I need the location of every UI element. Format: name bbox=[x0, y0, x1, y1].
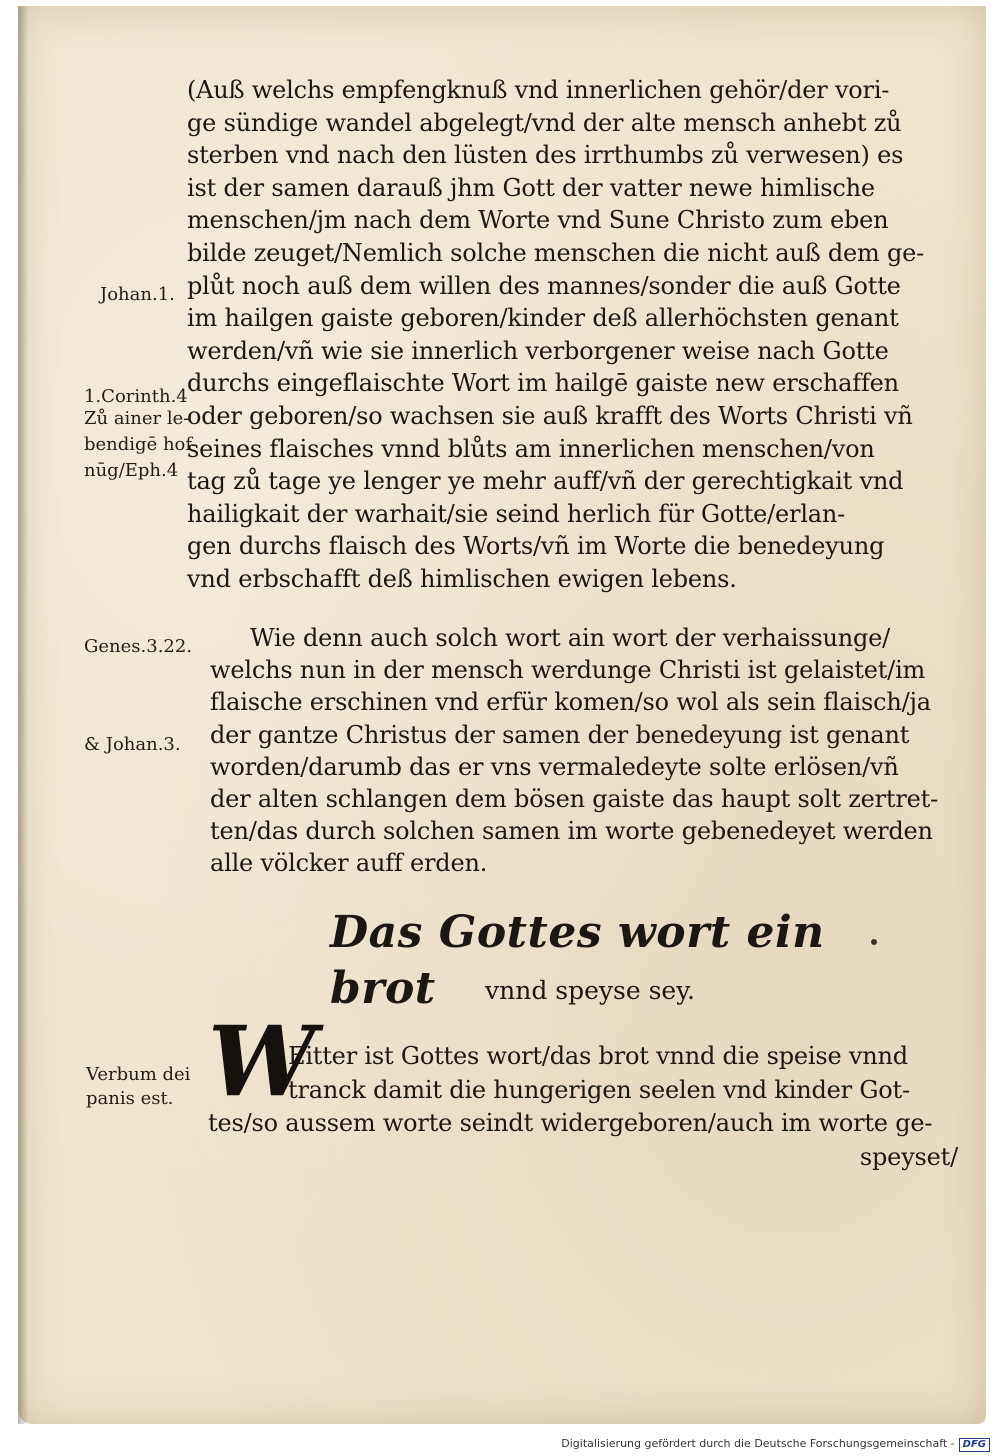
paragraph-2 bbox=[210, 622, 958, 880]
decorated-initial: W bbox=[208, 1005, 316, 1118]
text-line: welchs nun in der mensch werdunge Christi ist gelaistet/im bbox=[210, 656, 926, 685]
catchword: speyset/ bbox=[859, 1142, 958, 1171]
margin-note-verbum-2: panis est. bbox=[86, 1088, 174, 1109]
margin-note-zu-ainer-1: Zů ainer le- bbox=[84, 408, 190, 429]
text-line: ge sündige wandel abgelegt/vnd der alte mensch anhebt zů bbox=[187, 108, 902, 137]
text-line: der alten schlangen dem bösen gaiste das haupt solt zertret- bbox=[210, 784, 938, 813]
margin-note-genes: Genes.3.22. bbox=[84, 636, 193, 657]
text-line: flaische erschinen vnd erfür komen/so wol als sein flaisch/ja bbox=[210, 688, 931, 717]
text-line: alle völcker auff erden. bbox=[210, 849, 488, 878]
text-line: seines flaisches vnnd blůts am innerlichen menschen/von bbox=[187, 434, 875, 463]
text-line: (Auß welchs empfengknuß vnd innerlichen gehör/der vori- bbox=[187, 76, 890, 104]
margin-note-verbum-1: Verbum dei bbox=[86, 1064, 191, 1085]
text-line: ten/das durch solchen samen im worte gebenedeyet werden bbox=[210, 817, 933, 846]
margin-note-zu-ainer-3: nūg/Eph.4 bbox=[84, 460, 179, 481]
paragraph-1 bbox=[187, 74, 957, 596]
margin-note-johan1: Johan.1. bbox=[100, 284, 175, 305]
text-line: gen durchs flaisch des Worts/vñ im Worte die benedeyung bbox=[187, 532, 885, 561]
text-line: worden/darumb das er vns vermaledeyte solte erlösen/vñ bbox=[210, 752, 899, 781]
page-edge-shadow bbox=[18, 6, 28, 1424]
section-subheading: vnnd speyse sey. bbox=[485, 976, 695, 1005]
text-line: werden/vñ wie sie innerlich verborgener weise nach Gotte bbox=[187, 336, 889, 365]
paragraph-3 bbox=[208, 1040, 958, 1174]
text-line: im hailgen gaiste geboren/kinder deß allerhöchsten genant bbox=[187, 304, 899, 333]
text-line: sterben vnd nach den lüsten des irrthumbs zů verwesen) es bbox=[187, 141, 904, 170]
margin-note-corinth: 1.Corinth.4 bbox=[84, 386, 188, 407]
text-line: menschen/jm nach dem Worte vnd Sune Christo zum eben bbox=[187, 206, 889, 235]
text-line: Wie denn auch solch wort ain wort der verhaissunge/ bbox=[250, 624, 891, 652]
dfg-logo: DFG bbox=[959, 1438, 990, 1452]
margin-note-johan3: & Johan.3. bbox=[84, 734, 181, 755]
text-line: tag zů tage ye lenger ye mehr auff/vñ der gerechtigkait vnd bbox=[187, 467, 904, 496]
text-line: bilde zeuget/Nemlich solche menschen die nicht auß dem ge- bbox=[187, 238, 925, 267]
text-line: vnd erbschafft deß himlischen ewigen lebens. bbox=[187, 564, 737, 593]
credit-text: Digitalisierung gefördert durch die Deutsche Forschungsgemeinschaft - bbox=[561, 1437, 955, 1450]
text-line: der gantze Christus der samen der benedeyung ist genant bbox=[210, 720, 910, 749]
section-heading: Das Gottes wort ein brot bbox=[330, 907, 825, 1014]
text-line: durchs eingeflaischte Wort im hailgē gaiste new erschaffen bbox=[187, 369, 899, 398]
text-line: tranck damit die hungerigen seelen vnd kinder Got- bbox=[288, 1075, 910, 1104]
digitization-credit bbox=[561, 1437, 990, 1452]
text-line: tes/so aussem worte seindt widergeboren/auch im worte ge- bbox=[208, 1109, 933, 1137]
ornament-dot bbox=[871, 939, 877, 945]
text-line: ist der samen darauß jhm Gott der vatter newe himlische bbox=[187, 173, 875, 202]
text-line: Eitter ist Gottes wort/das brot vnnd die speise vnnd bbox=[288, 1042, 908, 1070]
text-line: oder geboren/so wachsen sie auß krafft des Worts Christi vñ bbox=[187, 401, 913, 430]
text-line: hailigkait der warhait/sie seind herlich für Gotte/erlan- bbox=[187, 499, 846, 528]
text-line: plůt noch auß dem willen des mannes/sonder die auß Gotte bbox=[187, 271, 901, 300]
margin-note-zu-ainer-2: bendigē hof- bbox=[84, 434, 198, 455]
